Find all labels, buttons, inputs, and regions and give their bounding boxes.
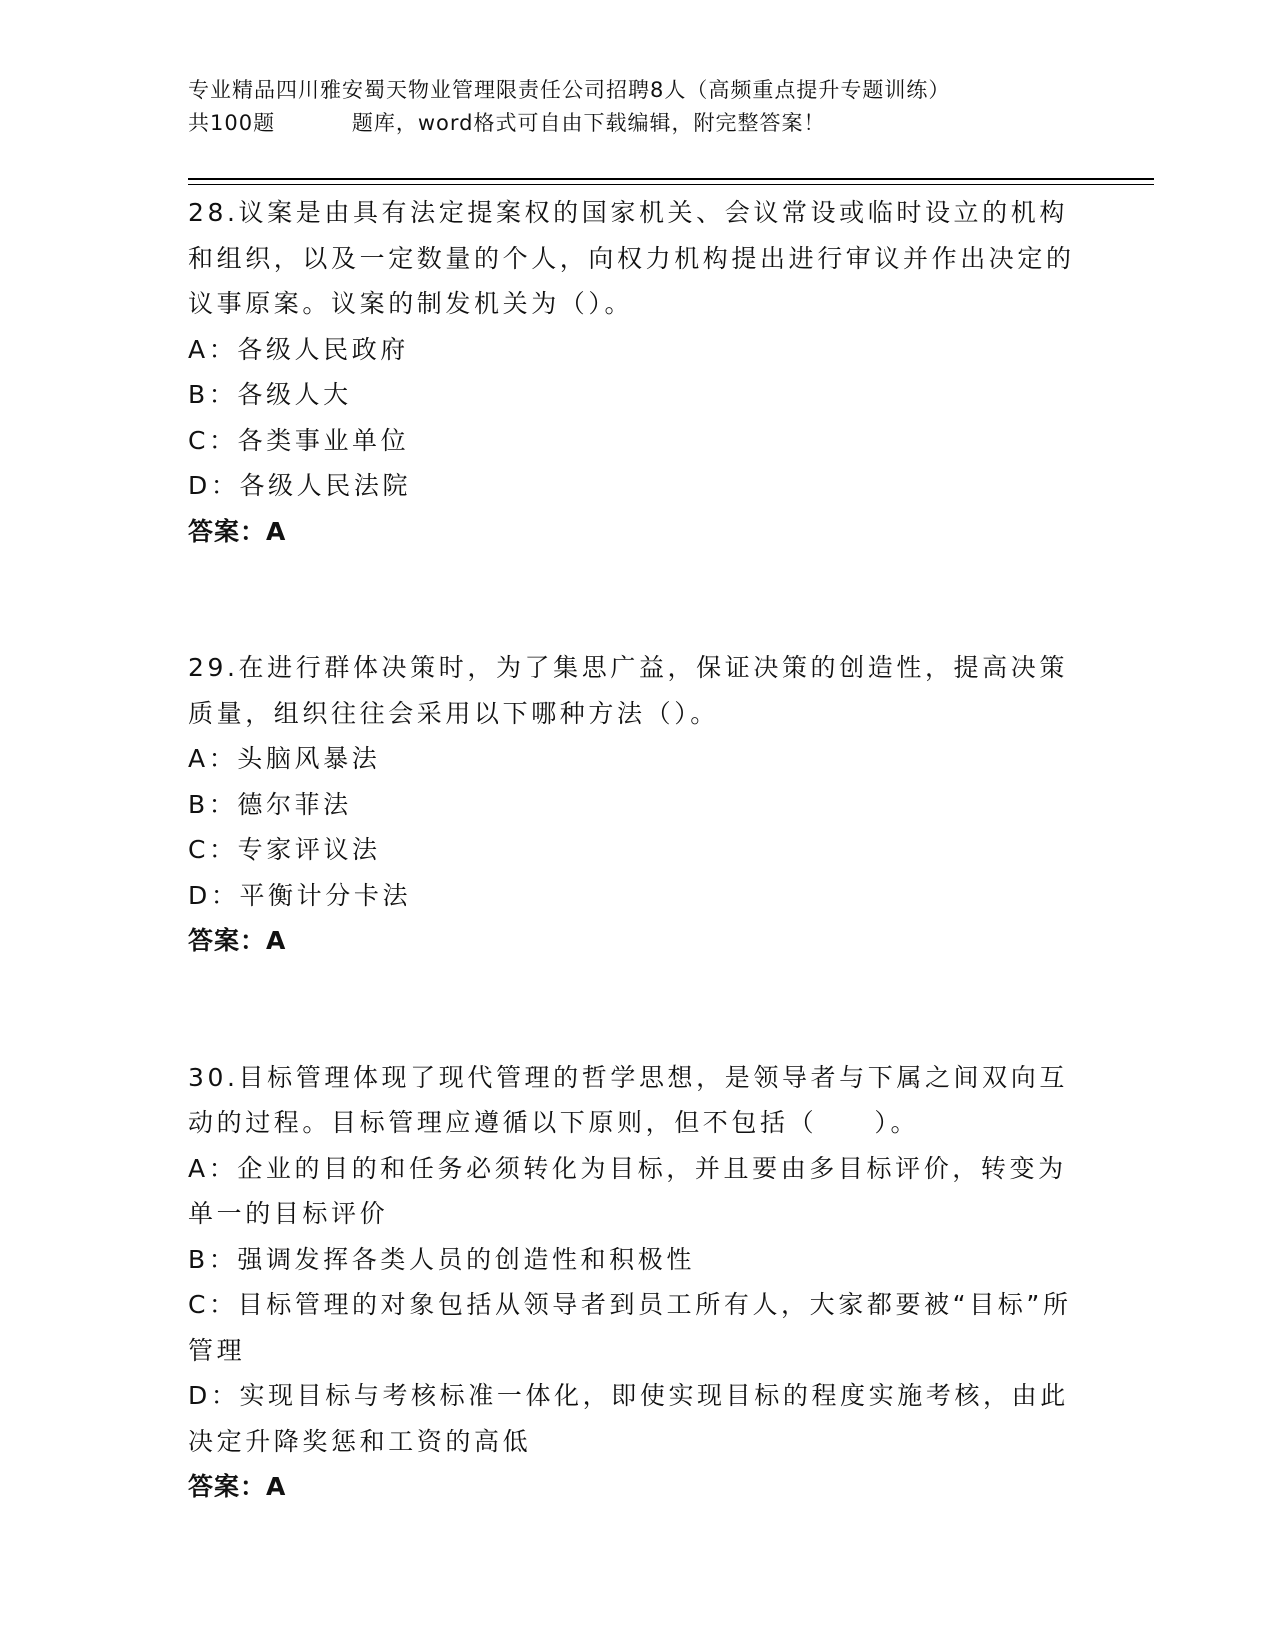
question-stem: 28.议案是由具有法定提案权的国家机关、会议常设或临时设立的机构和组织，以及一定数量的个人，向权力机构提出进行审议并作出决定的议事原案。议案的制发机关为（）。 <box>188 198 1075 318</box>
question-30 <box>188 1055 1088 1510</box>
header-divider-thick <box>188 178 1154 180</box>
document-header <box>188 74 1168 140</box>
question-list <box>188 190 1088 1510</box>
answer-label: 答案：A <box>188 1472 287 1501</box>
question-count: 共100题 <box>188 111 276 135</box>
question-stem: 30.目标管理体现了现代管理的哲学思想，是领导者与下属之间双向互动的过程。目标管理应遵循以下原则，但不包括（ ）。 <box>188 1062 1068 1137</box>
question-spacer <box>188 964 1088 1055</box>
option-b: B：强调发挥各类人员的创造性和积极性 <box>188 1244 695 1274</box>
option-a: A：各级人民政府 <box>188 334 409 364</box>
answer-label: 答案：A <box>188 926 287 955</box>
option-c: C：目标管理的对象包括从领导者到员工所有人，大家都要被“目标”所管理 <box>188 1290 1072 1365</box>
header-title: 专业精品四川雅安蜀天物业管理限责任公司招聘8人（高频重点提升专题训练） <box>188 78 951 102</box>
option-b: B：德尔菲法 <box>188 789 352 819</box>
option-d: D：实现目标与考核标准一体化，即使实现目标的程度实施考核，由此决定升降奖惩和工资的高低 <box>188 1381 1069 1456</box>
question-spacer <box>188 554 1088 645</box>
header-subtitle <box>188 107 1168 140</box>
option-d: D：平衡计分卡法 <box>188 880 412 910</box>
question-28 <box>188 190 1088 554</box>
answer-label: 答案：A <box>188 516 287 546</box>
option-c: C：各类事业单位 <box>188 425 410 455</box>
option-a: A：企业的目的和任务必须转化为目标，并且要由多目标评价，转变为单一的目标评价 <box>188 1153 1067 1228</box>
question-29 <box>188 645 1088 964</box>
option-a: A：头脑风暴法 <box>188 744 381 773</box>
option-b: B：各级人大 <box>188 380 352 409</box>
question-stem: 29.在进行群体决策时，为了集思广益，保证决策的创造性，提高决策质量，组织往往会采用以下哪种方法（）。 <box>188 653 1068 728</box>
option-d: D：各级人民法院 <box>188 471 412 500</box>
header-divider-thin <box>188 184 1154 185</box>
option-c: C：专家评议法 <box>188 835 381 864</box>
header-description: 题库，word格式可自由下载编辑，附完整答案！ <box>351 111 826 135</box>
